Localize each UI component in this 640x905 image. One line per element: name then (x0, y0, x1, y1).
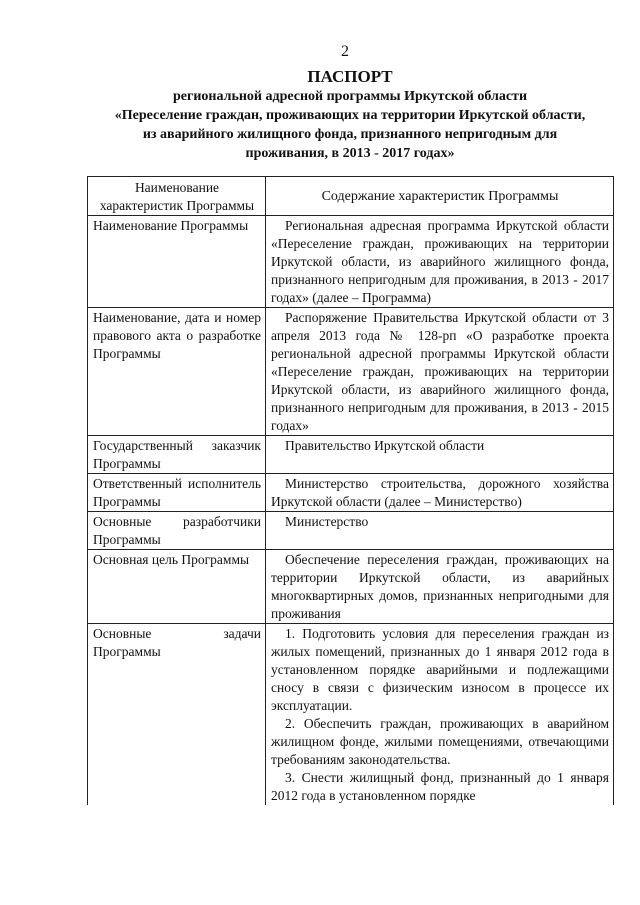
row-value-paragraph: Распоряжение Правительства Иркутской области от 3 апреля 2013 года № 128-рп «О разработке проекта региональной адресной программы Иркутской области «Переселение граждан, проживающих на территории Иркутской области, из аварийного жилищного фонда, признанного непригодным для проживания, в 2013 - 2015 годах» (271, 310, 609, 433)
table-row (88, 216, 614, 308)
row-value-responsible-executor (266, 474, 614, 512)
row-value-legal-act (266, 308, 614, 436)
document-subtitle-line: проживания, в 2013 - 2017 годах» (245, 146, 455, 161)
row-value-paragraph: 1. Подготовить условия для переселения граждан из жилых помещений, признанных до 1 января 2012 года в установленном порядке аварийными и подлежащими сносу в связи с физическим износом в процессе их эксплуатации. (271, 626, 609, 713)
row-value-state-customer (266, 436, 614, 474)
row-value-paragraph: Региональная адресная программа Иркутской области «Переселение граждан, проживающих на территории Иркутской области, из аварийного жилищного фонда, признанного непригодным для проживания, в 2013 - 2017 годах» (далее – Программа) (271, 218, 609, 305)
passport-table (87, 176, 614, 805)
row-value-paragraph: Министерство (285, 514, 369, 529)
page-number: 2 (341, 43, 349, 60)
row-name-main-developers: Основные разработчики Программы (88, 512, 266, 550)
document-subtitle-line: «Переселение граждан, проживающих на территории Иркутской области, (114, 108, 586, 123)
header-name-column: Наименование характеристик Программы (88, 177, 266, 216)
table-row (88, 308, 614, 436)
table-row (88, 624, 614, 806)
row-name-state-customer: Государственный заказчик Программы (88, 436, 266, 474)
row-value-main-developers (266, 512, 614, 550)
row-name-main-tasks: Основные задачи Программы (88, 624, 266, 806)
table-row (88, 550, 614, 624)
row-value-paragraph: Обеспечение переселения граждан, проживающих на территории Иркутской области, из аварийных многоквартирных домов, признанных непригодными для проживания (271, 552, 609, 621)
document-title-block (60, 67, 640, 163)
row-value-paragraph: Министерство строительства, дорожного хозяйства Иркутской области (далее – Министерство) (271, 476, 609, 509)
row-name-main-goal: Основная цель Программы (88, 550, 266, 624)
row-value-program-title (266, 216, 614, 308)
table-header-row (88, 177, 614, 216)
table-row (88, 512, 614, 550)
document-title: ПАСПОРТ (307, 67, 393, 86)
document-subtitle-line: региональной адресной программы Иркутской области (172, 89, 528, 104)
row-name-responsible-executor: Ответственный исполнитель Программы (88, 474, 266, 512)
header-value-column: Содержание характеристик Программы (266, 177, 614, 216)
row-value-main-tasks (266, 624, 614, 806)
table-row (88, 436, 614, 474)
table-row (88, 474, 614, 512)
row-value-paragraph: 2. Обеспечить граждан, проживающих в аварийном жилищном фонде, жилыми помещениями, отвечающими требованиям законодательства. (271, 716, 609, 767)
row-value-paragraph: Правительство Иркутской области (285, 438, 485, 453)
row-name-legal-act: Наименование, дата и номер правового акта о разработке Программы (88, 308, 266, 436)
document-subtitle-line: из аварийного жилищного фонда, признанного непригодным для (142, 127, 558, 142)
row-name-program-title: Наименование Программы (88, 216, 266, 308)
row-value-main-goal (266, 550, 614, 624)
row-value-paragraph: 3. Снести жилищный фонд, признанный до 1 января 2012 года в установленном порядке (271, 770, 609, 803)
